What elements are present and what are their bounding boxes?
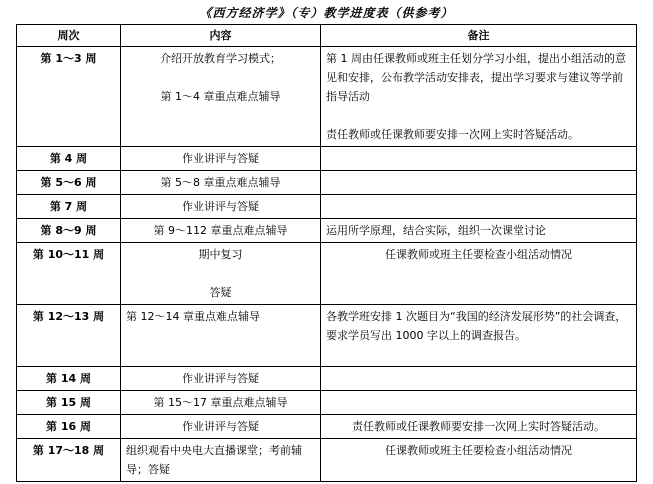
note-cell bbox=[321, 147, 637, 171]
note-cell: 责任教师或任课教师要安排一次网上实时答疑活动。 bbox=[321, 415, 637, 439]
table-row bbox=[17, 219, 637, 243]
table-row bbox=[17, 391, 637, 415]
note-cell bbox=[321, 367, 637, 391]
column-header-note: 备注 bbox=[321, 25, 637, 47]
table-row bbox=[17, 47, 637, 147]
table-row bbox=[17, 439, 637, 482]
content-cell: 第 9～112 章重点难点辅导 bbox=[121, 219, 321, 243]
content-cell: 作业讲评与答疑 bbox=[121, 147, 321, 171]
week-cell: 第 15 周 bbox=[17, 391, 121, 415]
content-cell: 作业讲评与答疑 bbox=[121, 367, 321, 391]
content-line: 第 1～4 章重点难点辅导 bbox=[160, 90, 281, 103]
table-row bbox=[17, 171, 637, 195]
note-cell: 运用所学原理，结合实际，组织一次课堂讨论 bbox=[321, 219, 637, 243]
week-cell: 第 4 周 bbox=[17, 147, 121, 171]
content-cell: 第 15～17 章重点难点辅导 bbox=[121, 391, 321, 415]
week-cell: 第 12～13 周 bbox=[17, 305, 121, 367]
table-row bbox=[17, 415, 637, 439]
table-row bbox=[17, 243, 637, 305]
content-cell: 第 12～14 章重点难点辅导 bbox=[121, 305, 321, 367]
note-cell bbox=[321, 391, 637, 415]
week-cell: 第 8～9 周 bbox=[17, 219, 121, 243]
table-row bbox=[17, 367, 637, 391]
week-cell: 第 5～6 周 bbox=[17, 171, 121, 195]
week-cell: 第 1～3 周 bbox=[17, 47, 121, 147]
content-cell: 作业讲评与答疑 bbox=[121, 195, 321, 219]
week-cell: 第 10～11 周 bbox=[17, 243, 121, 305]
page-title: 《西方经济学》（专）教学进度表（供参考） bbox=[199, 6, 454, 20]
content-cell bbox=[121, 47, 321, 147]
week-cell: 第 17～18 周 bbox=[17, 439, 121, 482]
note-cell bbox=[321, 47, 637, 147]
content-line: 答疑 bbox=[209, 286, 232, 299]
note-line: 各教学班安排 1 次题目为“我国的经济发展形势”的社会调查，要求学员写出 1000 字以上的调查报告。 bbox=[326, 310, 627, 342]
note-cell: 任课教师或班主任要检查小组活动情况 bbox=[321, 439, 637, 482]
note-cell bbox=[321, 305, 637, 367]
week-cell: 第 7 周 bbox=[17, 195, 121, 219]
note-line: 第 1 周由任课教师或班主任划分学习小组，提出小组活动的意见和安排，公布教学活动安排表，提出学习要求与建议等学前指导活动 bbox=[326, 52, 626, 103]
schedule-table bbox=[16, 24, 637, 482]
note-cell bbox=[321, 195, 637, 219]
content-cell: 作业讲评与答疑 bbox=[121, 415, 321, 439]
content-line: 介绍开放教育学习模式； bbox=[160, 52, 281, 65]
note-line: 责任教师或任课教师要安排一次网上实时答疑活动。 bbox=[326, 128, 579, 141]
table-header-row bbox=[17, 25, 637, 47]
note-cell: 任课教师或班主任要检查小组活动情况 bbox=[321, 243, 637, 305]
column-header-content: 内容 bbox=[121, 25, 321, 47]
table-row bbox=[17, 305, 637, 367]
table-row bbox=[17, 147, 637, 171]
column-header-week: 周次 bbox=[17, 25, 121, 47]
week-cell: 第 16 周 bbox=[17, 415, 121, 439]
content-cell: 组织观看中央电大直播课堂；考前辅导；答疑 bbox=[121, 439, 321, 482]
note-cell bbox=[321, 171, 637, 195]
week-cell: 第 14 周 bbox=[17, 367, 121, 391]
content-line: 期中复习 bbox=[198, 248, 243, 261]
table-row bbox=[17, 195, 637, 219]
content-cell: 第 5～8 章重点难点辅导 bbox=[121, 171, 321, 195]
content-cell bbox=[121, 243, 321, 305]
